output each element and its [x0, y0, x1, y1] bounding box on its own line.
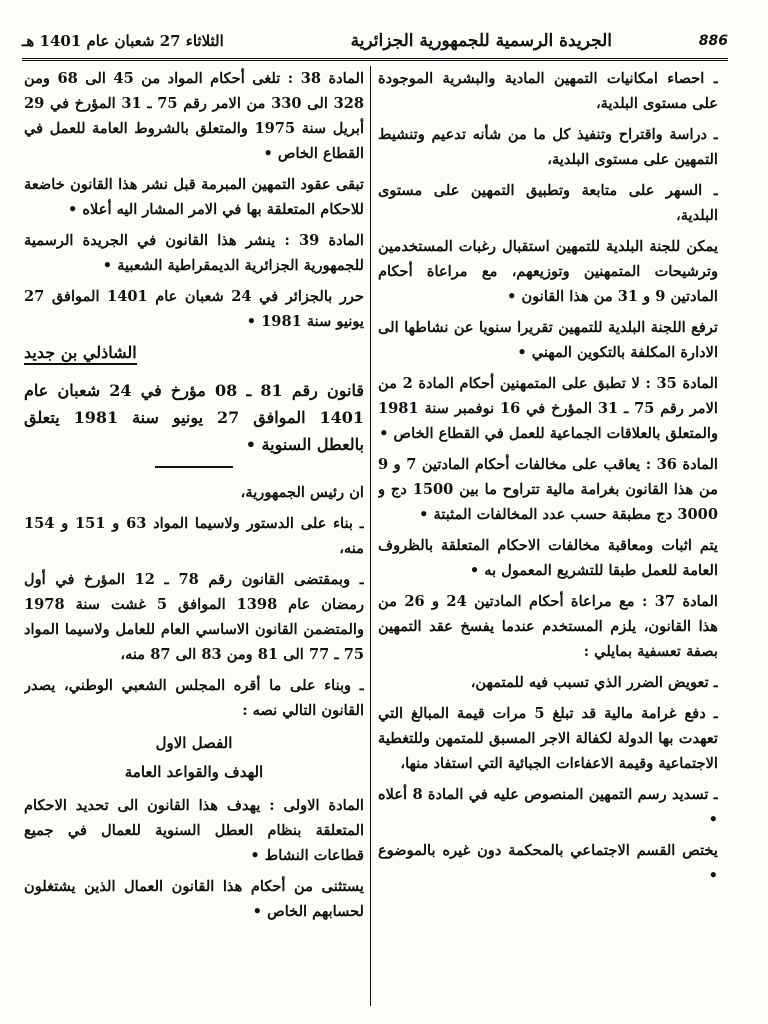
paragraph: ـ السهر على متابعة وتطبيق التمهين على مستوى البلدية،: [378, 182, 718, 224]
paragraph: يمكن للجنة البلدية للتمهين استقبال رغبات المستخدمين وترشيحات المتمهنين وتوزيعهم، مع مراعاة أحكام المادتين 9 و 31 من هذا القانون •: [378, 238, 718, 305]
paragraph: يستثنى من أحكام هذا القانون العمال الذين يشتغلون لحسابهم الخاص •: [24, 878, 364, 920]
article-36: المادة 36 : يعاقب على مخالفات أحكام المادتين 7 و 9 من هذا القانون بغرامة مالية تتراوح ما بين 1500 دج و 3000 دج مطبقة حسب عدد المخالفات المثبتة •: [378, 456, 718, 523]
page-header: [22, 24, 728, 61]
paragraph: ان رئيس الجمهورية،: [240, 484, 364, 501]
chapter-subtitle: الهدف والقواعد العامة: [124, 763, 264, 781]
paragraph: ـ تعويض الضرر الذي تسبب فيه للمتمهن،: [470, 674, 718, 691]
article-39: المادة 39 : ينشر هذا القانون في الجريدة الرسمية للجمهورية الجزائرية الديمقراطية الشعبية •: [24, 232, 364, 274]
paragraph: ـ احصاء امكانيات التمهين المادية والبشرية الموجودة على مستوى البلدية،: [378, 70, 718, 112]
column-divider: [370, 66, 371, 1006]
paragraph: ـ دراسة واقتراح وتنفيذ كل ما من شأنه تدعيم وتنشيط التمهين على مستوى البلدية،: [378, 126, 718, 168]
paragraph: يختص القسم الاجتماعي بالمحكمة دون غيره بالموضوع •: [378, 842, 718, 884]
page-number: 886: [698, 33, 728, 49]
paragraph: يتم اثبات ومعاقبة مخالفات الاحكام المتعلقة بالظروف العامة للعمل طبقا للتشريع المعمول به •: [378, 537, 718, 579]
left-column: [24, 66, 364, 996]
article-35: المادة 35 : لا تطبق على المتمهنين أحكام المادة 2 من الامر رقم 75 ـ 31 المؤرخ في 16 نوفمبر سنة 1981 والمتعلق بالعلاقات الجماعية للعمل في القطاع الخاص •: [378, 375, 718, 442]
issue-date: الثلاثاء 27 شعبان عام 1401 هـ: [22, 32, 224, 50]
paragraph: تبقى عقود التمهين المبرمة قبل نشر هذا القانون خاضعة للاحكام المتعلقة بها في الامر المشار اليه أعلاه •: [24, 176, 364, 218]
paragraph: ـ دفع غرامة مالية قد تبلغ 5 مرات قيمة المبالغ التي تعهدت بها الدولة لكفالة الاجر المسبق للمتمهن وللتغطية الاجتماعية وقيمة الاعفاءات الجبائية التي استفاد منها،: [378, 705, 718, 772]
article-38: المادة 38 : تلغى أحكام المواد من 45 الى 68 ومن 328 الى 330 من الامر رقم 75 ـ 31 المؤرخ في 29 أبريل سنة 1975 والمتعلق بالشروط العامة للعمل في القطاع الخاص •: [24, 70, 364, 162]
paragraph: ـ بناء على الدستور ولاسيما المواد 63 و 151 و 154 منه،: [24, 515, 364, 557]
right-column: [378, 66, 718, 996]
paragraph: ـ وبمقتضى القانون رقم 78 ـ 12 المؤرخ في أول رمضان عام 1398 الموافق 5 غشت سنة 1978 والمتضمن القانون الاساسي العام للعامل ولاسيما المواد 75 ـ 77 الى 81 ومن 83 الى 87 منه،: [24, 571, 364, 663]
article-37: المادة 37 : مع مراعاة أحكام المادتين 24 و 26 من هذا القانون، يلزم المستخدم عندما يفسخ عقد التمهين بصفة تعسفية بمايلي :: [378, 593, 718, 660]
chapter-heading: الفصل الاول: [155, 734, 233, 752]
paragraph: ـ وبناء على ما أقره المجلس الشعبي الوطني، يصدر القانون التالي نصه :: [24, 677, 364, 719]
paragraph: ترفع اللجنة البلدية للتمهين تقريرا سنويا عن نشاطها الى الادارة المكلفة بالتكوين المهني •: [378, 319, 718, 361]
gazette-title: الجريدة الرسمية للجمهورية الجزائرية: [350, 31, 612, 51]
signature: الشاذلي بن جديد: [24, 340, 364, 365]
paragraph: ـ تسديد رسم التمهين المنصوص عليه في المادة 8 أعلاه •: [378, 786, 718, 828]
article-1: المادة الاولى : يهدف هذا القانون الى تحديد الاحكام المتعلقة بنظام العطل السنوية للعمال في جميع قطاعات النشاط •: [24, 797, 364, 864]
law-title: قانون رقم 81 ـ 08 مؤرخ في 24 شعبان عام 1401 الموافق 27 يونيو سنة 1981 يتعلق بالعطل السنوية •: [24, 381, 364, 454]
paragraph: حرر بالجزائر في 24 شعبان عام 1401 الموافق 27 يونيو سنة 1981 •: [24, 288, 364, 330]
section-rule: [155, 466, 233, 468]
